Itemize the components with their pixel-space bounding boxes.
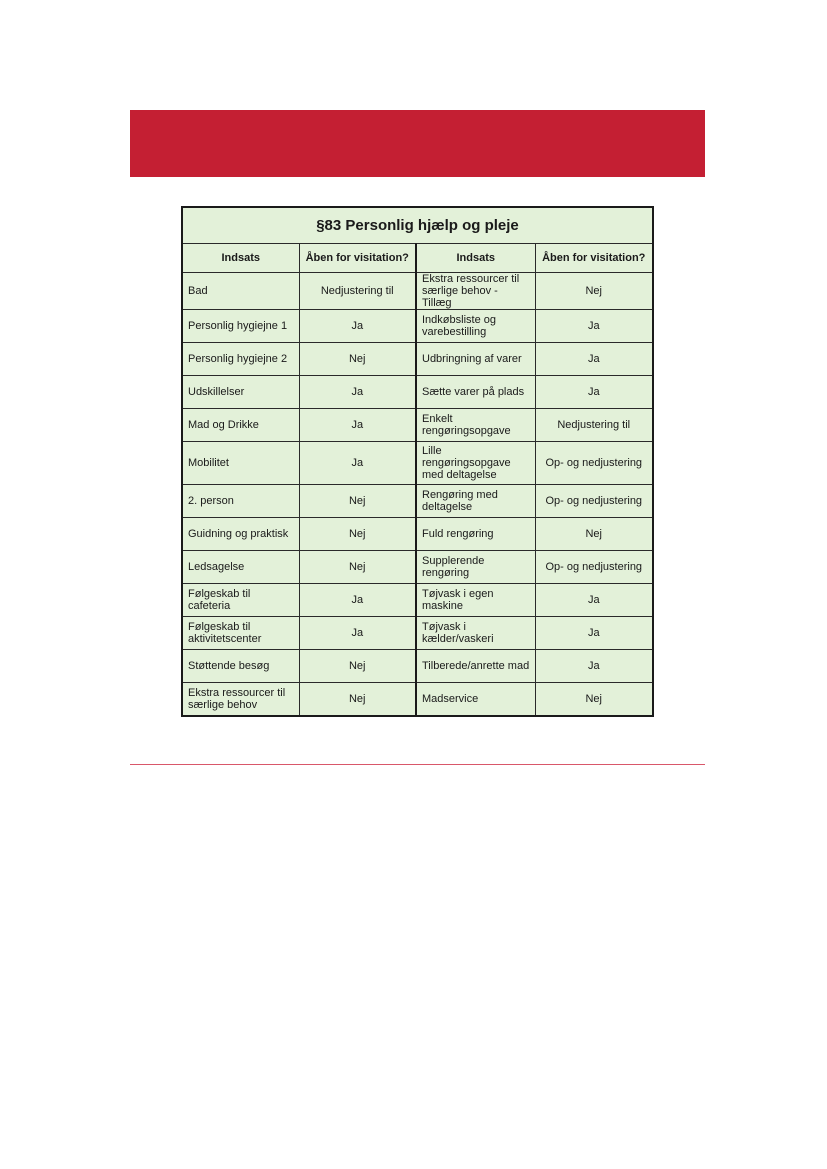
table-row <box>182 617 653 650</box>
column-header: Åben for visitation? <box>535 244 653 273</box>
service-cell: Tøjvask i egen maskine <box>416 584 535 617</box>
service-cell: Mad og Drikke <box>182 409 299 442</box>
service-cell: Sætte varer på plads <box>416 376 535 409</box>
service-cell: Rengøring med deltagelse <box>416 485 535 518</box>
visitation-cell: Ja <box>535 343 653 376</box>
visitation-cell: Ja <box>299 617 416 650</box>
visitation-cell: Ja <box>299 409 416 442</box>
table-row <box>182 310 653 343</box>
table-row <box>182 584 653 617</box>
visitation-cell: Op- og nedjustering <box>535 442 653 485</box>
service-cell: Mobilitet <box>182 442 299 485</box>
service-cell: Personlig hygiejne 1 <box>182 310 299 343</box>
service-cell: Indkøbsliste og varebestilling <box>416 310 535 343</box>
visitation-cell: Nej <box>299 485 416 518</box>
service-cell: Ekstra ressourcer til særlige behov - Tillæg <box>416 273 535 310</box>
service-cell: Personlig hygiejne 2 <box>182 343 299 376</box>
service-cell: Bad <box>182 273 299 310</box>
service-cell: Udskillelser <box>182 376 299 409</box>
service-cell: Supplerende rengøring <box>416 551 535 584</box>
service-cell: Følgeskab til aktivitetscenter <box>182 617 299 650</box>
visitation-cell: Ja <box>535 584 653 617</box>
service-cell: Guidning og praktisk <box>182 518 299 551</box>
table-row <box>182 518 653 551</box>
visitation-cell: Op- og nedjustering <box>535 551 653 584</box>
table-header-row <box>182 244 653 273</box>
column-header: Indsats <box>416 244 535 273</box>
service-cell: Lille rengøringsopgave med deltagelse <box>416 442 535 485</box>
table-row <box>182 376 653 409</box>
visitation-cell: Nej <box>299 343 416 376</box>
visitation-cell: Ja <box>535 376 653 409</box>
visitation-cell: Ja <box>535 650 653 683</box>
visitation-cell: Ja <box>299 584 416 617</box>
table-row <box>182 273 653 310</box>
service-cell: 2. person <box>182 485 299 518</box>
visitation-cell: Ja <box>535 617 653 650</box>
visitation-cell: Nedjustering til <box>299 273 416 310</box>
service-cell: Støttende besøg <box>182 650 299 683</box>
visitation-cell: Ja <box>535 310 653 343</box>
visitation-cell: Nej <box>535 518 653 551</box>
table-body <box>182 273 653 717</box>
visitation-cell: Nej <box>299 683 416 717</box>
visitation-cell: Ja <box>299 376 416 409</box>
visitation-cell: Ja <box>299 442 416 485</box>
service-cell: Enkelt rengøringsopgave <box>416 409 535 442</box>
table-row <box>182 343 653 376</box>
header-band <box>130 110 705 177</box>
service-cell: Tøjvask i kælder/vaskeri <box>416 617 535 650</box>
visitation-cell: Nedjustering til <box>535 409 653 442</box>
column-header: Indsats <box>182 244 299 273</box>
visitation-cell: Nej <box>535 683 653 717</box>
service-cell: Madservice <box>416 683 535 717</box>
column-header: Åben for visitation? <box>299 244 416 273</box>
visitation-cell: Nej <box>535 273 653 310</box>
table-title-row <box>182 207 653 244</box>
table-figure <box>181 206 652 717</box>
visitation-cell: Nej <box>299 551 416 584</box>
visitation-cell: Op- og nedjustering <box>535 485 653 518</box>
bottom-rule <box>130 764 705 765</box>
service-cell: Ledsagelse <box>182 551 299 584</box>
service-cell: Fuld rengøring <box>416 518 535 551</box>
service-cell: Udbringning af varer <box>416 343 535 376</box>
table-row <box>182 409 653 442</box>
table-row <box>182 442 653 485</box>
service-cell: Tilberede/anrette mad <box>416 650 535 683</box>
table-row <box>182 650 653 683</box>
service-cell: Ekstra ressourcer til særlige behov <box>182 683 299 717</box>
table-row <box>182 485 653 518</box>
care-services-table <box>181 206 654 717</box>
table-title: §83 Personlig hjælp og pleje <box>182 207 653 244</box>
service-cell: Følgeskab til cafeteria <box>182 584 299 617</box>
table-row <box>182 683 653 717</box>
table-row <box>182 551 653 584</box>
visitation-cell: Nej <box>299 518 416 551</box>
visitation-cell: Ja <box>299 310 416 343</box>
visitation-cell: Nej <box>299 650 416 683</box>
